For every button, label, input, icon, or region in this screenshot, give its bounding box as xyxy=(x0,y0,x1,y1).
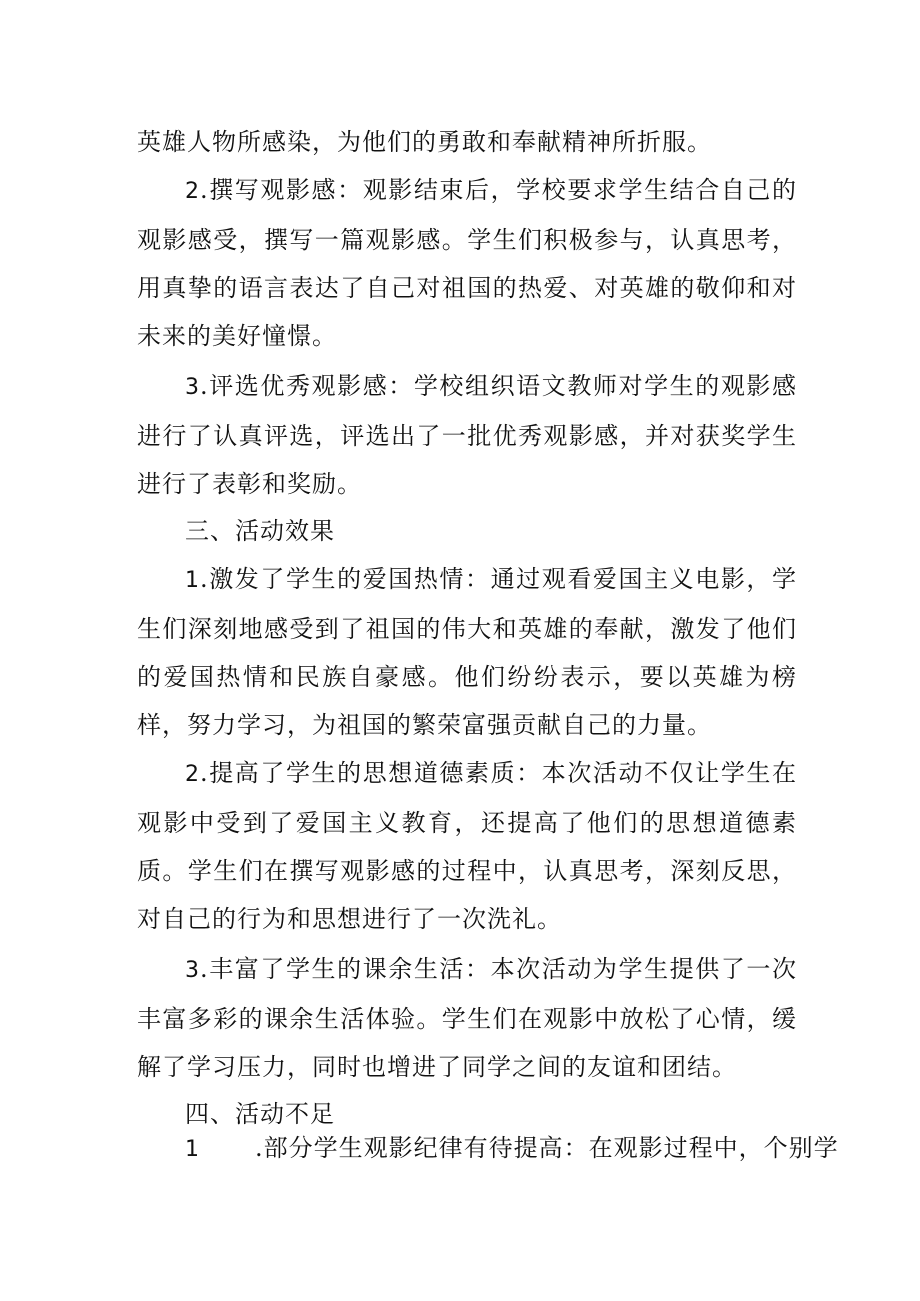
paragraph-item-patriotism xyxy=(137,555,797,749)
paragraph-text: .激发了学生的爱国热情：通过观看爱国主义电影，学生们深刻地感受到了祖国的伟大和英雄的奉献，激发了他们的爱国热情和民族自豪感。他们纷纷表示，要以英雄为榜样，努力学习，为祖国的繁荣富强贡献自己的力量。 xyxy=(137,565,797,739)
paragraph-text: .提高了学生的思想道德素质：本次活动不仅让学生在观影中受到了爱国主义教育，还提高了他们的思想道德素质。学生们在撰写观影感的过程中，认真思考，深刻反思，对自己的行为和思想进行了一次洗礼。 xyxy=(137,759,797,933)
item-number: 2 xyxy=(185,179,200,204)
paragraph-text: .撰写观影感：观影结束后，学校要求学生结合自己的观影感受，撰写一篇观影感。学生们积极参与，认真思考，用真挚的语言表达了自己对祖国的热爱、对英雄的敬仰和对未来的美好憧憬。 xyxy=(137,176,797,350)
section-heading-effects: 三、活动效果 xyxy=(185,517,335,545)
paragraph-item-discipline xyxy=(137,1124,839,1174)
paragraph-item-select-reviews xyxy=(137,362,797,508)
paragraph-text: 英雄人物所感染，为他们的勇敢和奉献精神所折服。 xyxy=(137,128,712,156)
item-number: 1 xyxy=(185,568,200,593)
paragraph-item-moral-quality xyxy=(137,749,797,943)
paragraph-text: .评选优秀观影感：学校组织语文教师对学生的观影感进行了认真评选，评选出了一批优秀观影感，并对获奖学生进行了表彰和奖励。 xyxy=(137,372,797,498)
paragraph-item-write-review xyxy=(137,166,797,360)
item-number: 3 xyxy=(185,958,200,983)
paragraph-text: .部分学生观影纪律有待提高：在观影过程中，个别学 xyxy=(255,1134,839,1162)
paragraph-text: .丰富了学生的课余生活：本次活动为学生提供了一次丰富多彩的课余生活体验。学生们在观影中放松了心情，缓解了学习压力，同时也增进了同学之间的友谊和团结。 xyxy=(137,955,797,1081)
paragraph-continuation xyxy=(137,118,797,166)
item-number: 2 xyxy=(185,762,200,787)
section-heading-shortcomings: 四、活动不足 xyxy=(185,1100,335,1128)
paragraph-item-after-school-life xyxy=(137,945,797,1091)
item-number: 1 xyxy=(185,1137,200,1162)
item-number: 3 xyxy=(185,375,200,400)
